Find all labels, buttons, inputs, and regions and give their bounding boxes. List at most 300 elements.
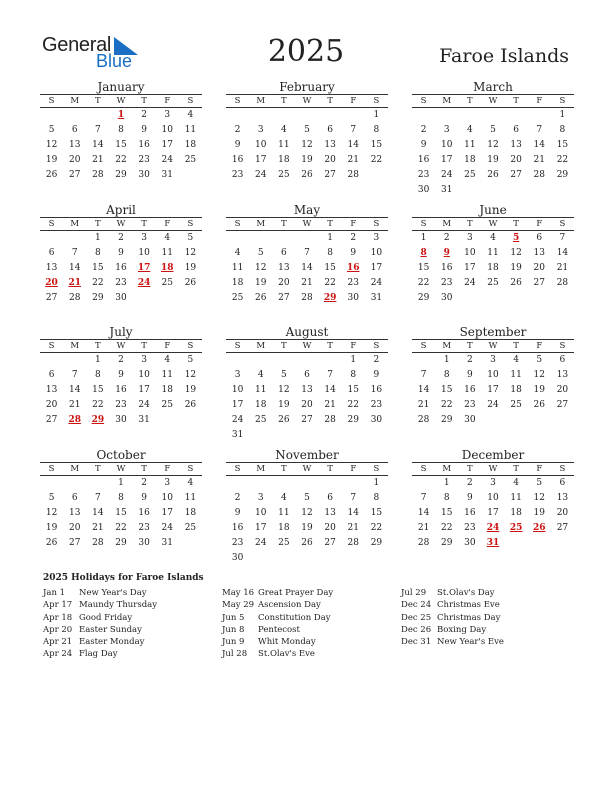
- day-cell: 22: [92, 400, 104, 410]
- weekday-label: T: [281, 219, 287, 229]
- weekday-header: [226, 462, 388, 476]
- weekday-label: F: [536, 96, 543, 106]
- day-cell: 18: [510, 508, 522, 518]
- day-cell: 20: [301, 400, 313, 410]
- day-cell: 14: [417, 385, 430, 395]
- day-cell: 27: [510, 170, 522, 180]
- day-cell: 1: [350, 355, 357, 365]
- holiday-name: Maundy Thursday: [79, 600, 158, 611]
- day-cell: 24: [138, 400, 150, 410]
- day-cell: 25: [231, 293, 244, 303]
- day-cell: 20: [556, 385, 569, 395]
- weekday-label: W: [488, 96, 498, 106]
- day-cell: 17: [440, 155, 453, 165]
- day-cell: 2: [466, 478, 473, 488]
- day-cell: 31: [231, 430, 244, 440]
- month-august: [226, 325, 388, 443]
- empty-cell: [272, 476, 295, 491]
- day-cell: 28: [556, 278, 569, 288]
- day-cell: 25: [464, 170, 476, 180]
- day-cell: 28: [417, 415, 430, 425]
- holiday-day: 17: [137, 263, 151, 273]
- weekday-label: M: [442, 464, 452, 474]
- weekday-header: [412, 217, 574, 231]
- holiday-date: Apr 18: [43, 612, 73, 623]
- day-cell: 24: [487, 400, 499, 410]
- weekday-label: W: [488, 341, 498, 351]
- weekday-label: S: [559, 341, 566, 351]
- day-cell: 13: [45, 263, 58, 273]
- holiday-name: Ascension Day: [258, 600, 321, 611]
- holiday-item: [43, 587, 157, 599]
- day-cell: 8: [373, 125, 380, 135]
- day-cell: 23: [138, 155, 150, 165]
- month-name: August: [285, 325, 329, 339]
- weekday-label: S: [48, 219, 55, 229]
- day-cell: 24: [254, 170, 267, 180]
- day-cell: 29: [440, 415, 453, 425]
- day-cell: 11: [510, 493, 522, 503]
- weekday-label: W: [302, 96, 312, 106]
- day-cell: 11: [254, 385, 267, 395]
- weekday-label: S: [187, 341, 194, 351]
- weekday-label: S: [48, 341, 55, 351]
- day-cell: 30: [115, 293, 127, 303]
- empty-cell: [249, 108, 272, 123]
- day-cell: 3: [490, 478, 496, 488]
- weekday-label: F: [164, 219, 171, 229]
- holiday-item: [43, 612, 157, 624]
- holiday-day: 21: [68, 278, 81, 288]
- empty-cell: [86, 108, 109, 123]
- weekday-label: M: [256, 219, 266, 229]
- day-cell: 22: [440, 400, 453, 410]
- day-cell: 19: [254, 278, 267, 288]
- logo-text-blue: Blue: [96, 51, 133, 71]
- day-cell: 6: [48, 248, 55, 258]
- weekday-label: F: [536, 219, 543, 229]
- day-cell: 7: [420, 493, 427, 503]
- weekday-label: T: [141, 219, 147, 229]
- day-cell: 10: [487, 493, 499, 503]
- day-cell: 23: [115, 400, 127, 410]
- day-cell: 23: [464, 523, 476, 533]
- holiday-date: Jun 5: [222, 612, 245, 623]
- holiday-date: Apr 24: [43, 649, 73, 660]
- day-cell: 27: [68, 170, 81, 180]
- day-cell: 28: [347, 170, 359, 180]
- weekday-header: [40, 94, 202, 108]
- day-cell: 22: [115, 523, 127, 533]
- weekday-label: T: [327, 219, 333, 229]
- day-grid: [40, 476, 202, 551]
- day-cell: 23: [231, 170, 244, 180]
- day-cell: 18: [184, 508, 197, 518]
- day-cell: 15: [347, 385, 359, 395]
- day-grid: [226, 108, 388, 183]
- holiday-day: 16: [347, 263, 360, 273]
- day-cell: 10: [161, 493, 173, 503]
- day-cell: 10: [231, 385, 244, 395]
- day-cell: 29: [370, 538, 383, 548]
- day-cell: 30: [138, 538, 150, 548]
- day-cell: 12: [184, 248, 197, 258]
- day-cell: 29: [115, 538, 127, 548]
- month-name: July: [109, 325, 133, 339]
- holiday-day: 25: [509, 523, 523, 533]
- empty-cell: [63, 476, 86, 491]
- day-cell: 15: [115, 508, 127, 518]
- day-cell: 20: [324, 155, 336, 165]
- weekday-label: T: [281, 341, 287, 351]
- day-cell: 31: [161, 170, 173, 180]
- day-cell: 7: [71, 248, 78, 258]
- day-cell: 3: [443, 125, 450, 135]
- empty-cell: [226, 476, 249, 491]
- day-cell: 31: [440, 185, 453, 195]
- day-cell: 18: [231, 278, 244, 288]
- holiday-day: 5: [513, 233, 520, 243]
- weekday-label: S: [420, 96, 427, 106]
- day-cell: 12: [278, 385, 290, 395]
- day-cell: 6: [536, 233, 543, 243]
- weekday-label: S: [559, 219, 566, 229]
- day-cell: 15: [556, 140, 569, 150]
- weekday-label: T: [327, 341, 333, 351]
- day-cell: 8: [118, 493, 124, 503]
- day-cell: 6: [304, 370, 310, 380]
- holiday-day: 9: [443, 248, 450, 258]
- holiday-item: [401, 636, 504, 648]
- day-cell: 9: [466, 370, 473, 380]
- day-cell: 17: [370, 263, 383, 273]
- weekday-label: M: [442, 219, 452, 229]
- day-cell: 14: [533, 140, 545, 150]
- day-cell: 2: [350, 233, 357, 243]
- holiday-day: 24: [486, 523, 500, 533]
- day-cell: 27: [278, 293, 290, 303]
- empty-cell: [63, 353, 86, 368]
- holiday-day: 24: [137, 278, 151, 288]
- holiday-day: 26: [533, 523, 546, 533]
- holiday-day: 8: [420, 248, 427, 258]
- day-cell: 15: [370, 508, 383, 518]
- holiday-name: St.Olav's Eve: [258, 649, 315, 660]
- day-cell: 1: [118, 478, 124, 488]
- day-cell: 12: [184, 370, 197, 380]
- weekday-label: W: [116, 464, 126, 474]
- day-cell: 26: [254, 293, 267, 303]
- day-cell: 16: [115, 385, 127, 395]
- weekday-label: S: [420, 464, 427, 474]
- day-cell: 23: [464, 400, 476, 410]
- day-cell: 18: [487, 263, 499, 273]
- empty-cell: [272, 353, 295, 368]
- day-cell: 30: [138, 170, 150, 180]
- day-cell: 30: [464, 538, 476, 548]
- day-cell: 14: [92, 140, 104, 150]
- day-cell: 25: [184, 155, 197, 165]
- day-cell: 23: [115, 278, 127, 288]
- day-cell: 22: [370, 155, 383, 165]
- month-name: May: [293, 203, 321, 217]
- day-cell: 9: [234, 140, 241, 150]
- day-cell: 14: [68, 385, 81, 395]
- day-cell: 4: [466, 125, 473, 135]
- day-cell: 24: [440, 170, 453, 180]
- day-cell: 4: [257, 370, 264, 380]
- weekday-label: T: [513, 464, 519, 474]
- day-cell: 13: [68, 508, 81, 518]
- holiday-item: [401, 612, 504, 624]
- day-cell: 6: [327, 125, 333, 135]
- day-cell: 19: [301, 523, 313, 533]
- day-cell: 22: [370, 523, 383, 533]
- month-name: March: [473, 80, 513, 94]
- day-cell: 29: [417, 293, 430, 303]
- weekday-label: T: [467, 464, 473, 474]
- day-cell: 8: [373, 493, 380, 503]
- day-cell: 14: [68, 263, 81, 273]
- day-cell: 21: [301, 278, 313, 288]
- holiday-date: May 16: [222, 588, 255, 598]
- weekday-label: F: [350, 464, 357, 474]
- day-cell: 3: [164, 110, 171, 120]
- day-cell: 4: [280, 493, 287, 503]
- day-cell: 25: [487, 278, 499, 288]
- day-cell: 3: [234, 370, 241, 380]
- day-cell: 19: [487, 155, 499, 165]
- holiday-date: Jan 1: [43, 588, 66, 598]
- day-cell: 22: [556, 155, 569, 165]
- day-cell: 7: [559, 233, 566, 243]
- day-cell: 19: [278, 400, 290, 410]
- day-cell: 7: [327, 370, 333, 380]
- day-cell: 17: [487, 385, 499, 395]
- weekday-label: F: [164, 96, 171, 106]
- day-cell: 31: [161, 538, 173, 548]
- holiday-day: 18: [161, 263, 174, 273]
- day-cell: 13: [556, 370, 569, 380]
- day-cell: 13: [324, 140, 336, 150]
- day-cell: 12: [487, 140, 499, 150]
- holiday-date: Jun 9: [222, 637, 245, 648]
- weekday-label: T: [513, 219, 519, 229]
- day-cell: 30: [370, 415, 383, 425]
- day-cell: 18: [278, 155, 290, 165]
- day-cell: 7: [350, 125, 357, 135]
- holiday-day: 1: [117, 110, 125, 120]
- day-cell: 30: [464, 415, 476, 425]
- holiday-item: [43, 599, 157, 611]
- day-cell: 18: [510, 385, 522, 395]
- holiday-name: Great Prayer Day: [258, 588, 334, 598]
- weekday-header: [40, 217, 202, 231]
- day-cell: 13: [45, 385, 58, 395]
- month-december: [412, 448, 574, 551]
- holiday-name: St.Olav's Day: [437, 588, 495, 598]
- weekday-header: [412, 462, 574, 476]
- day-cell: 16: [231, 155, 244, 165]
- empty-cell: [295, 353, 318, 368]
- month-name: October: [96, 448, 146, 462]
- empty-cell: [295, 108, 318, 123]
- weekday-label: W: [302, 341, 312, 351]
- month-name: January: [97, 80, 145, 94]
- weekday-label: S: [234, 219, 241, 229]
- weekday-label: T: [95, 341, 101, 351]
- day-cell: 2: [443, 233, 450, 243]
- day-cell: 10: [138, 370, 150, 380]
- weekday-label: S: [234, 96, 241, 106]
- day-cell: 29: [92, 293, 104, 303]
- day-grid: [226, 353, 388, 443]
- day-cell: 15: [440, 385, 453, 395]
- day-cell: 9: [118, 248, 124, 258]
- weekday-label: W: [116, 96, 126, 106]
- day-cell: 14: [301, 263, 313, 273]
- weekday-label: S: [234, 464, 241, 474]
- day-cell: 23: [370, 400, 383, 410]
- day-cell: 10: [370, 248, 383, 258]
- day-cell: 5: [304, 125, 310, 135]
- empty-cell: [412, 108, 435, 123]
- weekday-label: M: [70, 464, 80, 474]
- weekday-label: T: [281, 464, 287, 474]
- weekday-header: [226, 217, 388, 231]
- day-cell: 17: [161, 140, 173, 150]
- weekday-label: T: [141, 341, 147, 351]
- holiday-day: 29: [91, 415, 105, 425]
- day-cell: 28: [417, 538, 430, 548]
- holiday-item: [43, 624, 157, 636]
- day-cell: 7: [304, 248, 310, 258]
- weekday-label: M: [442, 96, 452, 106]
- weekday-label: W: [116, 219, 126, 229]
- weekday-label: S: [234, 341, 241, 351]
- day-cell: 20: [45, 400, 58, 410]
- day-cell: 21: [92, 523, 104, 533]
- day-cell: 4: [513, 355, 519, 365]
- day-cell: 8: [350, 370, 357, 380]
- empty-cell: [458, 108, 481, 123]
- weekday-label: T: [467, 341, 473, 351]
- day-cell: 8: [94, 248, 101, 258]
- holiday-name: Christmas Eve: [437, 600, 500, 611]
- day-cell: 27: [324, 170, 336, 180]
- weekday-label: S: [420, 341, 427, 351]
- empty-cell: [249, 231, 272, 246]
- day-cell: 6: [48, 370, 55, 380]
- day-cell: 2: [466, 355, 473, 365]
- weekday-label: T: [95, 219, 101, 229]
- day-cell: 5: [187, 233, 194, 243]
- weekday-label: S: [373, 464, 380, 474]
- day-cell: 1: [94, 355, 101, 365]
- day-cell: 8: [443, 493, 450, 503]
- day-cell: 16: [464, 508, 476, 518]
- empty-cell: [342, 476, 365, 491]
- weekday-label: M: [256, 341, 266, 351]
- month-april: [40, 203, 202, 306]
- weekday-label: T: [95, 464, 101, 474]
- holiday-column: [43, 587, 157, 661]
- day-cell: 17: [161, 508, 173, 518]
- day-cell: 29: [115, 170, 127, 180]
- holiday-name: New Year's Eve: [437, 637, 504, 648]
- day-cell: 4: [280, 125, 287, 135]
- weekday-label: S: [187, 219, 194, 229]
- day-cell: 12: [301, 140, 313, 150]
- weekday-label: T: [467, 96, 473, 106]
- empty-cell: [226, 108, 249, 123]
- weekday-label: T: [513, 341, 519, 351]
- day-cell: 18: [464, 155, 476, 165]
- day-cell: 27: [533, 278, 545, 288]
- holiday-day: 31: [486, 538, 500, 548]
- day-cell: 27: [45, 293, 58, 303]
- day-grid: [226, 476, 388, 566]
- empty-cell: [40, 231, 63, 246]
- holiday-date: Dec 26: [401, 624, 432, 635]
- day-cell: 21: [92, 155, 104, 165]
- empty-cell: [295, 231, 318, 246]
- weekday-label: S: [187, 96, 194, 106]
- empty-cell: [412, 353, 435, 368]
- day-cell: 4: [164, 355, 171, 365]
- day-cell: 22: [115, 155, 127, 165]
- day-cell: 15: [92, 263, 104, 273]
- day-cell: 19: [45, 523, 58, 533]
- weekday-label: S: [187, 464, 194, 474]
- day-cell: 5: [257, 248, 264, 258]
- weekday-header: [226, 339, 388, 353]
- day-cell: 20: [324, 523, 336, 533]
- day-cell: 16: [440, 263, 453, 273]
- day-cell: 23: [440, 278, 453, 288]
- holiday-item: [222, 624, 333, 636]
- day-cell: 13: [278, 263, 290, 273]
- day-cell: 16: [417, 155, 430, 165]
- day-cell: 11: [161, 370, 173, 380]
- day-cell: 13: [68, 140, 81, 150]
- weekday-label: M: [70, 96, 80, 106]
- day-cell: 10: [254, 140, 267, 150]
- day-cell: 19: [533, 385, 545, 395]
- empty-cell: [505, 108, 528, 123]
- month-march: [412, 80, 574, 198]
- day-cell: 18: [184, 140, 197, 150]
- day-cell: 21: [556, 263, 569, 273]
- day-cell: 8: [94, 370, 101, 380]
- day-cell: 21: [324, 400, 336, 410]
- holiday-date: Jul 28: [222, 649, 248, 660]
- day-cell: 8: [443, 370, 450, 380]
- month-november: [226, 448, 388, 566]
- day-cell: 3: [164, 478, 171, 488]
- month-name: September: [459, 325, 527, 339]
- day-cell: 19: [301, 155, 313, 165]
- day-cell: 23: [417, 170, 430, 180]
- page-title-year: 2025: [267, 34, 345, 69]
- day-cell: 23: [138, 523, 150, 533]
- weekday-label: T: [327, 96, 333, 106]
- empty-cell: [63, 231, 86, 246]
- day-cell: 14: [347, 508, 359, 518]
- day-cell: 15: [440, 508, 453, 518]
- day-cell: 7: [94, 493, 101, 503]
- day-cell: 27: [556, 523, 569, 533]
